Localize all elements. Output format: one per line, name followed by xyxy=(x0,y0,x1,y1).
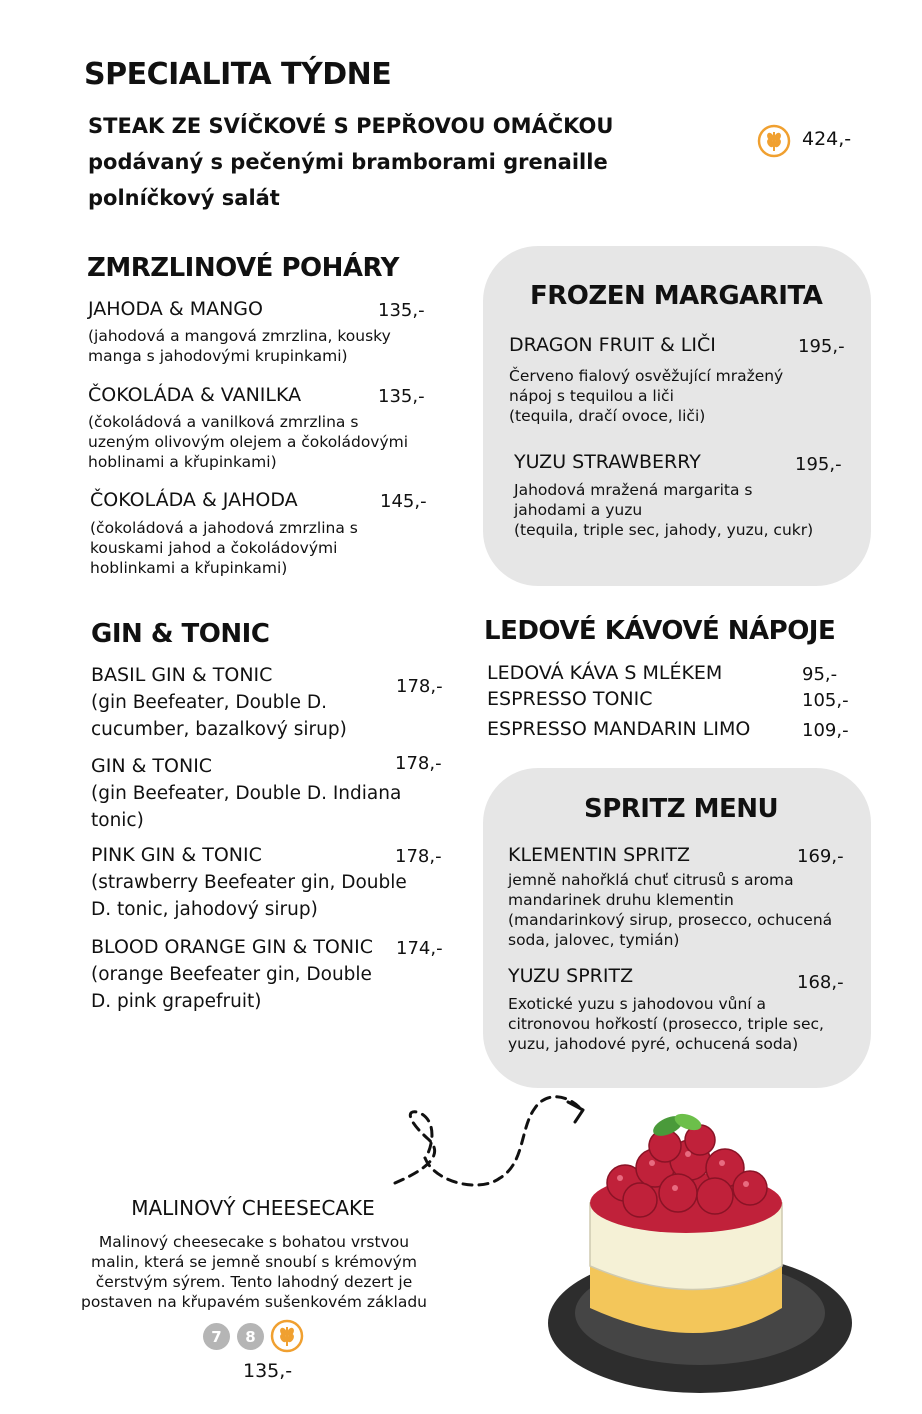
gin-name: BLOOD ORANGE GIN & TONIC xyxy=(91,936,373,958)
spritz-desc: jemně nahořklá chuť citrusů s aroma mandarinek druhu klementin (mandarinkový sirup, prosecco, ochucená soda, jalovec, tymián) xyxy=(508,871,833,949)
gin-name: GIN & TONIC xyxy=(91,755,213,777)
sundae-name: ČOKOLÁDA & JAHODA xyxy=(90,489,298,511)
cheesecake-illustration xyxy=(540,1108,870,1408)
coffee-price: 105,- xyxy=(802,690,849,711)
margarita-desc: Jahodová mražená margarita s jahodami a yuzu (tequila, triple sec, jahody, yuzu, cukr) xyxy=(514,481,814,539)
sundaes-title: ZMRZLINOVÉ POHÁRY xyxy=(87,253,399,283)
gin-price: 178,- xyxy=(395,753,442,774)
margarita-price: 195,- xyxy=(795,454,842,475)
spritz-desc: Exotické yuzu s jahodovou vůní a citronovou hořkostí (prosecco, triple sec, yuzu, jahodové pyré, ochucená soda) xyxy=(508,995,824,1053)
gin-desc: (strawberry Beefeater gin, Double D. tonic, jahodový sirup) xyxy=(91,872,407,920)
gin-price: 178,- xyxy=(396,676,443,697)
margarita-desc: Červeno fialový osvěžující mražený nápoj s tequilou a liči (tequila, dračí ovoce, liči) xyxy=(509,367,784,425)
cheesecake-title: MALINOVÝ CHEESECAKE xyxy=(131,1196,375,1220)
sundae-price: 145,- xyxy=(380,491,427,512)
gin-name: BASIL GIN & TONIC xyxy=(91,664,273,686)
special-dish-name: STEAK ZE SVÍČKOVÉ S PEPŘOVOU OMÁČKOU xyxy=(88,114,614,138)
sundae-desc: (jahodová a mangová zmrzlina, kousky manga s jahodovými krupinkami) xyxy=(88,327,391,365)
sundae-desc: (čokoládová a vanilková zmrzlina s uzeným olivovým olejem a čokoládovými hoblinami a křupinkami) xyxy=(88,413,409,471)
special-dish-side-1: podávaný s pečenými bramborami grenaille xyxy=(88,150,608,174)
gin-desc: (gin Beefeater, Double D. Indiana tonic) xyxy=(91,783,402,831)
gin-desc: (gin Beefeater, Double D. cucumber, bazalkový sirup) xyxy=(91,692,347,740)
gin-desc: (orange Beefeater gin, Double D. pink grapefruit) xyxy=(91,964,372,1012)
margarita-name: YUZU STRAWBERRY xyxy=(514,451,701,473)
coffee-title: LEDOVÉ KÁVOVÉ NÁPOJE xyxy=(484,616,836,646)
coffee-price: 95,- xyxy=(802,664,838,685)
special-price: 424,- xyxy=(802,128,852,150)
coffee-name: ESPRESSO MANDARIN LIMO xyxy=(487,718,751,740)
spritz-name: YUZU SPRITZ xyxy=(508,965,634,987)
sundae-name: JAHODA & MANGO xyxy=(88,298,263,320)
special-dish-side-2: polníčkový salát xyxy=(88,186,280,210)
sundae-name: ČOKOLÁDA & VANILKA xyxy=(88,384,302,406)
margarita-price: 195,- xyxy=(798,336,845,357)
special-title: SPECIALITA TÝDNE xyxy=(84,57,392,92)
margarita-title: FROZEN MARGARITA xyxy=(530,281,823,311)
coffee-name: ESPRESSO TONIC xyxy=(487,688,653,710)
cheesecake-desc: Malinový cheesecake s bohatou vrstvou malin, která se jemně snoubí s krémovým čerstvým sýrem. Tento lahodný dezert je postaven na křupavém sušenkovém základu xyxy=(81,1233,427,1311)
spritz-title: SPRITZ MENU xyxy=(584,794,779,824)
allergen-badge: 7 xyxy=(203,1323,230,1350)
spritz-name: KLEMENTIN SPRITZ xyxy=(508,844,691,866)
gin-price: 178,- xyxy=(395,846,442,867)
gluten-icon xyxy=(757,124,791,158)
allergen-badge: 8 xyxy=(237,1323,264,1350)
gin-title: GIN & TONIC xyxy=(91,619,270,649)
spritz-price: 168,- xyxy=(797,972,844,993)
gin-name: PINK GIN & TONIC xyxy=(91,844,262,866)
sundae-desc: (čokoládová a jahodová zmrzlina s kouskami jahod a čokoládovými hoblinkami a křupinkami) xyxy=(90,519,358,577)
coffee-price: 109,- xyxy=(802,720,849,741)
gin-price: 174,- xyxy=(396,938,443,959)
coffee-name: LEDOVÁ KÁVA S MLÉKEM xyxy=(487,662,723,684)
sundae-price: 135,- xyxy=(378,300,425,321)
sundae-price: 135,- xyxy=(378,386,425,407)
gluten-icon xyxy=(270,1319,304,1353)
spritz-price: 169,- xyxy=(797,846,844,867)
margarita-name: DRAGON FRUIT & LIČI xyxy=(509,334,716,356)
cheesecake-price: 135,- xyxy=(243,1360,293,1382)
